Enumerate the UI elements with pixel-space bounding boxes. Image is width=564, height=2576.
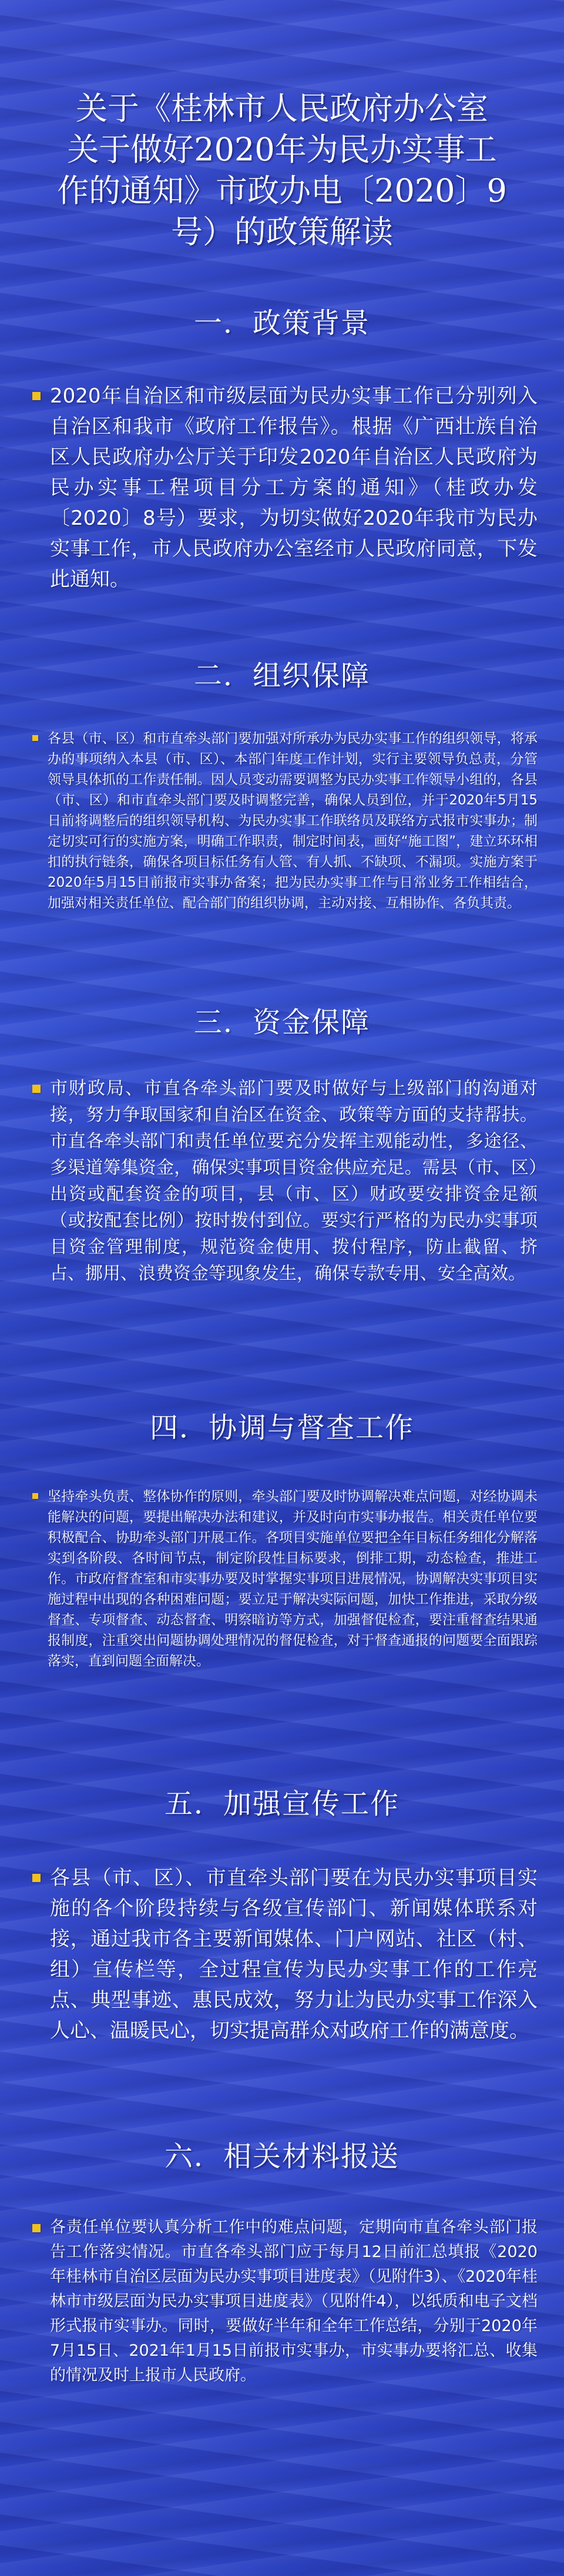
page-title (35, 88, 529, 253)
section-materials-block (32, 2215, 538, 2388)
section-heading-coordination: 四．协调与督查工作 (149, 1411, 414, 1444)
section-background-text: 2020年自治区和市级层面为民办实事工作已分别列入自治区和我市《政府工作报告》。根据《广西壮族自治区人民政府办公厅关于印发2020年自治区人民政府为民办实事工程项目分工方案的通知》（桂政办发〔2020〕8号）要求，为切实做好2020年我市为民办实事工作，市人民政府办公室经市人民政府同意，下发此通知。 (50, 384, 538, 591)
section-heading-publicity: 五．加强宣传工作 (164, 1787, 400, 1820)
bullet-icon (32, 1874, 41, 1882)
section-heading-background: 一．政策背景 (193, 307, 370, 340)
section-publicity-block (32, 1863, 538, 2046)
section-materials-text: 各责任单位要认真分析工作中的难点问题，定期向市直各牵头部门报告工作落实情况。市直各牵头部门应于每月12日前汇总填报《2020年桂林市自治区层面为民办实事项目进度表》（见附件3）、《2020年桂林市市级层面为民办实事项目进度表》（见附件4），以纸质和电子文档形式报市实事办。同时，要做好半年和全年工作总结，分别于2020年7月15日、2021年1月15日前报市实事办，市实事办要将汇总、收集的情况及时上报市人民政府。 (50, 2218, 538, 2384)
title-line-2: 关于做好2020年为民办实事工 (67, 131, 497, 168)
bullet-icon (32, 2224, 41, 2232)
section-funding-block (32, 1075, 538, 1287)
section-background-block (32, 381, 538, 595)
section-heading-materials: 六．相关材料报送 (164, 2140, 400, 2173)
section-funding-text: 市财政局、市直各牵头部门要及时做好与上级部门的沟通对接，努力争取国家和自治区在资金、政策等方面的支持帮扶。市直各牵头部门和责任单位要充分发挥主观能动性，多途径、多渠道筹集资金，确保实事项目资金供应充足。需县（市、区）出资或配套资金的项目，县（市、区）财政要安排资金足额（或按配套比例）按时拨付到位。要实行严格的为民办实事项目资金管理制度，规范资金使用、拨付程序，防止截留、挤占、挪用、浪费资金等现象发生，确保专款专用、安全高效。 (50, 1078, 538, 1284)
section-coordination-text: 坚持牵头负责、整体协作的原则，牵头部门要及时协调解决难点问题，对经协调未能解决的问题，要提出解决办法和建议，并及时向市实事办报告。相关责任单位要积极配合、协助牵头部门开展工作。各项目实施单位要把全年目标任务细化分解落实到各阶段、各时间节点，制定阶段性目标要求，倒排工期，动态检查，推进工作。市政府督查室和市实事办要及时掌握实事项目进展情况，协调解决实事项目实施过程中出现的各种困难问题；要立足于解决实际问题，加快工作推进，采取分级督查、专项督查、动态督查、明察暗访等方式，加强督促检查，要注重督查结果通报制度，注重突出问题协调处理情况的督促检查，对于督查通报的问题要全面跟踪落实，直到问题全面解决。 (48, 1489, 538, 1669)
title-line-3: 作的通知》市政办电〔2020〕9 (57, 172, 507, 209)
bullet-icon (32, 735, 38, 741)
section-heading-organization: 二．组织保障 (193, 659, 370, 692)
bullet-icon (32, 1493, 38, 1499)
section-organization-block (32, 729, 538, 914)
bullet-icon (32, 392, 41, 400)
section-organization-text: 各县（市、区）和市直牵头部门要加强对所承办为民办实事工作的组织领导，将承办的事项纳入本县（市、区）、本部门年度工作计划，实行主要领导负总责，分管领导具体抓的工作责任制。因人员变动需要调整为民办实事工作领导小组的，各县（市、区）和市直牵头部门要及时调整完善，确保人员到位，并于2020年5月15日前将调整后的组织领导机构、为民办实事工作联络员及联络方式报市实事办；制定切实可行的实施方案，明确工作职责，制定时间表，画好“施工图”，建立环环相扣的执行链条，确保各项目标任务有人管、有人抓、不缺项、不漏项。实施方案于2020年5月15日前报市实事办备案；把为民办实事工作与日常业务工作相结合，加强对相关责任单位、配合部门的组织协调，主动对接、互相协作、各负其责。 (48, 731, 538, 911)
title-line-4: 号）的政策解读 (171, 213, 393, 250)
title-line-1: 关于《桂林市人民政府办公室 (76, 90, 488, 127)
bullet-icon (32, 1085, 41, 1093)
section-publicity-text: 各县（市、区）、市直牵头部门要在为民办实事项目实施的各个阶段持续与各级宣传部门、新闻媒体联系对接，通过我市各主要新闻媒体、门户网站、社区（村、组）宣传栏等，全过程宣传为民办实事工作的工作亮点、典型事迹、惠民成效，努力让为民办实事工作深入人心、温暖民心，切实提高群众对政府工作的满意度。 (50, 1866, 538, 2042)
section-heading-funding: 三．资金保障 (193, 1006, 370, 1039)
section-coordination-block (32, 1487, 538, 1672)
